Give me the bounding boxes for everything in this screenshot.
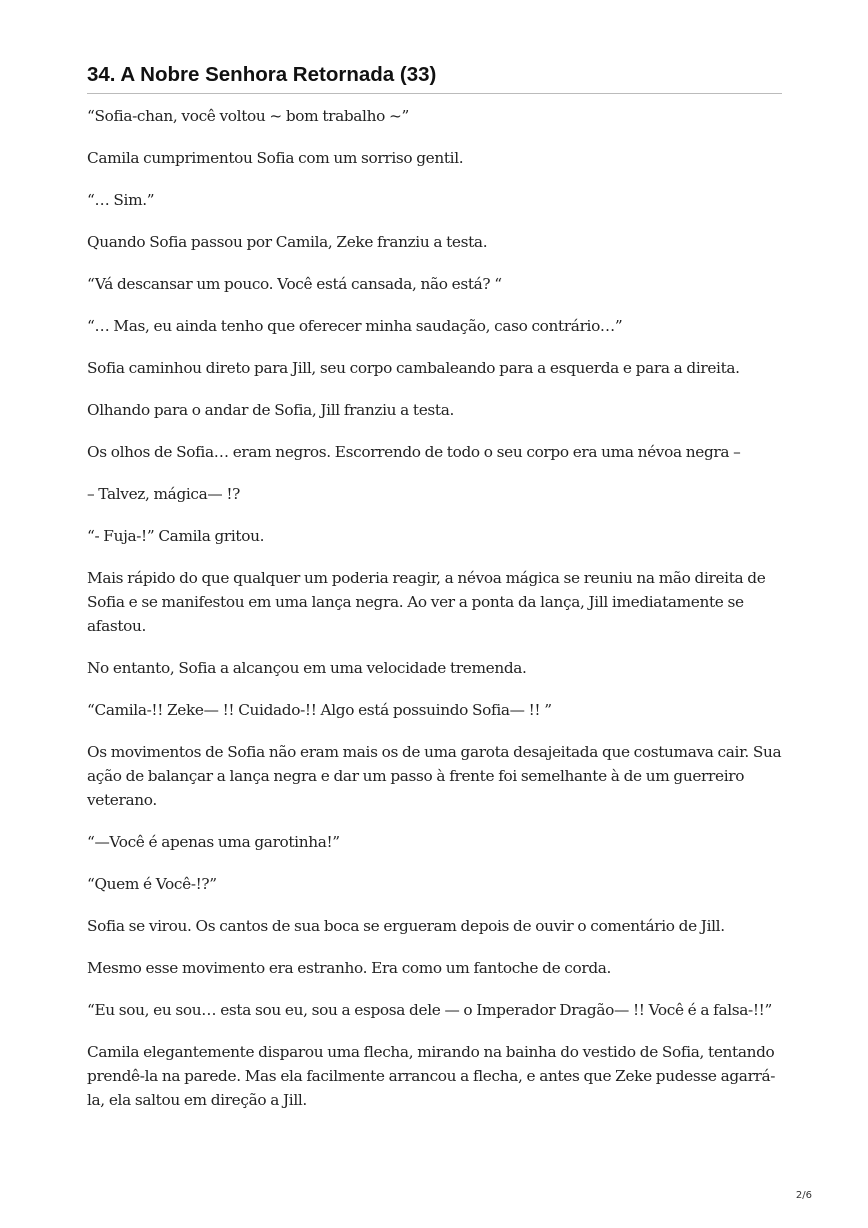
paragraph: “- Fuja-!” Camila gritou.	[87, 527, 265, 545]
paragraph: Camila cumprimentou Sofia com um sorriso gentil.	[87, 149, 464, 167]
paragraph: No entanto, Sofia a alcançou em uma velocidade tremenda.	[87, 659, 527, 677]
paragraph: “… Mas, eu ainda tenho que oferecer minha saudação, caso contrário…”	[87, 317, 623, 335]
paragraph: – Talvez, mágica— !?	[87, 485, 241, 503]
paragraph: Quando Sofia passou por Camila, Zeke franziu a testa.	[87, 233, 488, 251]
paragraph: Sofia caminhou direto para Jill, seu corpo cambaleando para a esquerda e para a direita.	[87, 359, 740, 377]
paragraph: “Vá descansar um pouco. Você está cansada, não está? “	[87, 275, 502, 293]
paragraph: Mesmo esse movimento era estranho. Era como um fantoche de corda.	[87, 959, 612, 977]
paragraph: Mais rápido do que qualquer um poderia reagir, a névoa mágica se reuniu na mão direita de Sofia e se manifestou em uma lança negra. Ao ver a ponta da lança, Jill imediatamente se afastou.	[87, 569, 766, 635]
paragraph: Camila elegantemente disparou uma flecha, mirando na bainha do vestido de Sofia, tentando prendê-la na parede. Mas ela facilmente arrancou a flecha, e antes que Zeke pudesse agarrá-la, ela saltou em direção a Jill.	[87, 1043, 776, 1109]
paragraph: “Sofia-chan, você voltou ~ bom trabalho ~”	[87, 107, 409, 125]
paragraph: “… Sim.”	[87, 191, 155, 209]
paragraph: Olhando para o andar de Sofia, Jill franziu a testa.	[87, 401, 454, 419]
page-number: 2/6	[795, 1190, 812, 1201]
paragraph: “Quem é Você-!?”	[87, 875, 217, 893]
paragraph: Os movimentos de Sofia não eram mais os de uma garota desajeitada que costumava cair. Sua ação de balançar a lança negra e dar um passo à frente foi semelhante à de um guerreiro veterano.	[87, 743, 782, 809]
paragraph: Os olhos de Sofia… eram negros. Escorrendo de todo o seu corpo era uma névoa negra –	[87, 443, 741, 461]
paragraph: “Eu sou, eu sou… esta sou eu, sou a esposa dele — o Imperador Dragão— !! Você é a falsa-!!”	[87, 1001, 772, 1019]
paragraph: Sofia se virou. Os cantos de sua boca se ergueram depois de ouvir o comentário de Jill.	[87, 917, 725, 935]
document-page	[87, 60, 782, 1130]
paragraph: “Camila-!! Zeke— !! Cuidado-!! Algo está possuindo Sofia— !! ”	[87, 701, 552, 719]
paragraph: “—Você é apenas uma garotinha!”	[87, 833, 340, 851]
chapter-title: 34. A Nobre Senhora Retornada (33)	[87, 60, 782, 94]
chapter-body	[87, 104, 782, 1112]
